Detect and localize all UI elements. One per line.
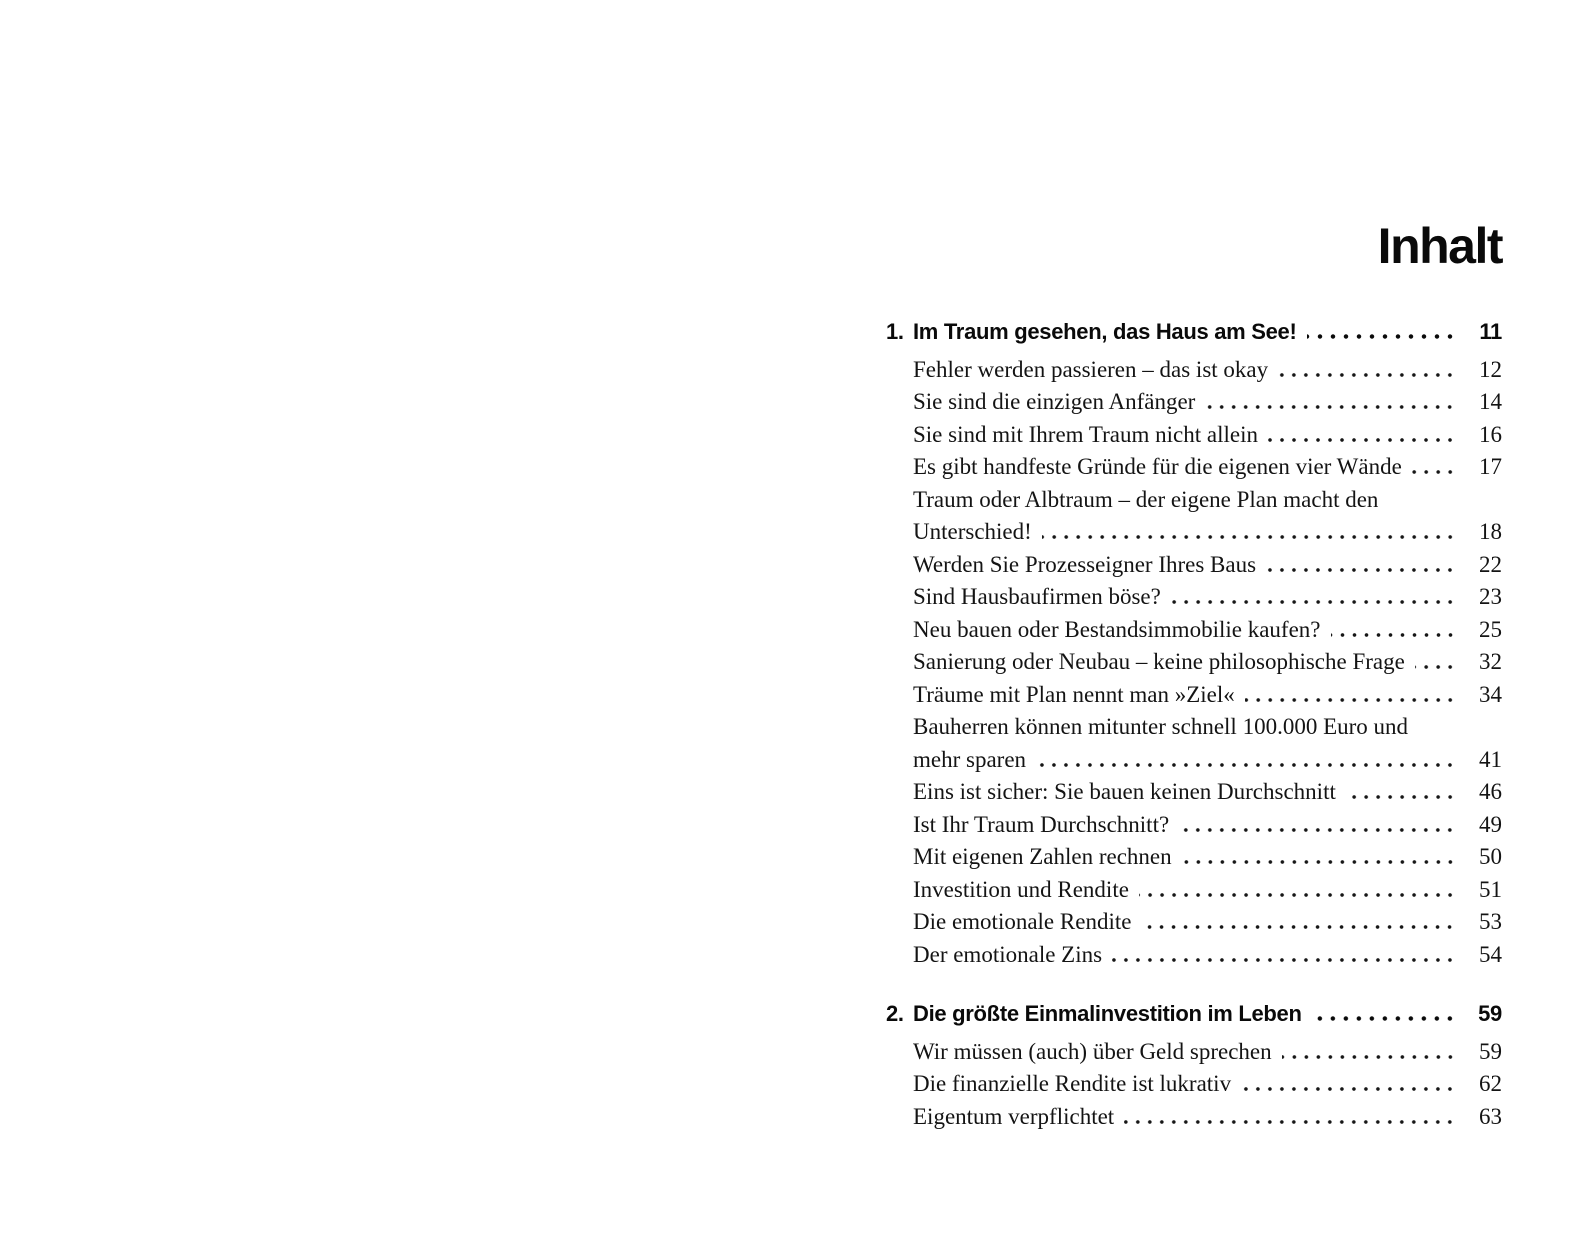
dot-leader bbox=[1036, 763, 1456, 767]
chapter-page-number: 59 bbox=[1478, 1001, 1502, 1026]
chapter-number: 2. bbox=[886, 1001, 904, 1026]
toc-entry bbox=[886, 939, 1502, 972]
toc-entry bbox=[886, 581, 1502, 614]
toc-entry bbox=[886, 419, 1502, 452]
chapter-heading bbox=[886, 316, 1502, 349]
toc-entry-page: 14 bbox=[1479, 389, 1502, 414]
toc-entry-page: 25 bbox=[1479, 616, 1502, 642]
toc-entry-page: 51 bbox=[1479, 876, 1502, 902]
toc-entry-page: 17 bbox=[1479, 454, 1502, 479]
dot-leader bbox=[1278, 373, 1456, 377]
toc-entry-page: 18 bbox=[1479, 519, 1502, 544]
toc-entry bbox=[886, 841, 1502, 874]
toc-content bbox=[886, 220, 1502, 1133]
toc-entry-label: Die finanzielle Rendite ist lukrativ bbox=[913, 1071, 1232, 1096]
toc-entry bbox=[886, 809, 1502, 842]
toc-entry-label: Träume mit Plan nennt man »Ziel« bbox=[913, 681, 1235, 707]
dot-leader bbox=[1415, 665, 1456, 669]
toc-entry-page: 59 bbox=[1479, 1038, 1502, 1064]
toc-entry-page: 34 bbox=[1479, 681, 1502, 707]
dot-leader bbox=[1331, 633, 1457, 637]
toc-entry-label: Werden Sie Prozesseigner Ihres Baus bbox=[913, 551, 1257, 577]
toc-entry-line1 bbox=[886, 484, 1502, 517]
toc-entry-page: 54 bbox=[1479, 941, 1502, 967]
toc-entry-page: 16 bbox=[1479, 421, 1502, 447]
toc-entry bbox=[886, 679, 1502, 712]
dot-leader bbox=[1205, 405, 1456, 409]
dot-leader bbox=[1171, 600, 1456, 604]
dot-leader bbox=[1282, 1055, 1456, 1059]
toc-entry bbox=[886, 646, 1502, 679]
toc-entry-page: 22 bbox=[1479, 551, 1502, 577]
toc-entry-page: 46 bbox=[1479, 779, 1502, 804]
toc-entry-label: Sie sind die einzigen Anfänger bbox=[913, 389, 1196, 414]
toc-entry bbox=[886, 614, 1502, 647]
dot-leader bbox=[1307, 334, 1456, 339]
toc-entry-page: 12 bbox=[1479, 356, 1502, 382]
chapter-title: Die größte Einmalinvestition im Leben bbox=[913, 1001, 1302, 1026]
toc-entry-page: 41 bbox=[1479, 746, 1502, 772]
chapter-title: Im Traum gesehen, das Haus am See! bbox=[913, 319, 1297, 344]
toc-entry-label: Bauherren können mitunter schnell 100.000 Euro und bbox=[913, 714, 1409, 739]
chapter-heading bbox=[886, 998, 1502, 1031]
toc-entry bbox=[886, 776, 1502, 809]
toc-entry bbox=[886, 874, 1502, 907]
toc-entry-label: Wir müssen (auch) über Geld sprechen bbox=[913, 1038, 1272, 1064]
toc-entry bbox=[886, 549, 1502, 582]
dot-leader bbox=[1266, 568, 1456, 572]
dot-leader bbox=[1042, 535, 1456, 539]
toc-entry-label: Mit eigenen Zahlen rechnen bbox=[913, 844, 1172, 869]
toc-section-2 bbox=[886, 998, 1502, 1133]
toc-entry-page: 23 bbox=[1479, 584, 1502, 609]
toc-entry-page: 32 bbox=[1479, 649, 1502, 674]
toc-entry bbox=[886, 451, 1502, 484]
toc-entry bbox=[886, 711, 1502, 776]
toc-entry-label: Sind Hausbaufirmen böse? bbox=[913, 584, 1161, 609]
toc-entry-page: 62 bbox=[1479, 1071, 1502, 1096]
toc-entry bbox=[886, 484, 1502, 549]
toc-entry-label: Ist Ihr Traum Durchschnitt? bbox=[913, 811, 1170, 837]
toc-entry-label: Es gibt handfeste Gründe für die eigenen vier Wände bbox=[913, 454, 1402, 479]
toc-entry bbox=[886, 354, 1502, 387]
dot-leader bbox=[1182, 860, 1456, 864]
toc-entry-label: Sanierung oder Neubau – keine philosophische Frage bbox=[913, 649, 1405, 674]
toc-entry-page: 49 bbox=[1479, 811, 1502, 837]
toc-entry-label: Investition und Rendite bbox=[913, 876, 1129, 902]
toc-entry-label: Traum oder Albtraum – der eigene Plan macht den bbox=[913, 486, 1379, 512]
dot-leader bbox=[1312, 1016, 1456, 1021]
dot-leader bbox=[1141, 925, 1456, 929]
toc-entry bbox=[886, 906, 1502, 939]
dot-leader bbox=[1412, 470, 1456, 474]
dot-leader bbox=[1245, 698, 1456, 702]
chapter-page-number: 11 bbox=[1479, 319, 1502, 344]
toc-entry-label: mehr sparen bbox=[913, 746, 1027, 772]
dot-leader bbox=[1241, 1087, 1456, 1091]
toc-entry-line1 bbox=[886, 711, 1502, 744]
toc-entry-label: Neu bauen oder Bestandsimmobilie kaufen? bbox=[913, 616, 1321, 642]
toc-entry-label: Sie sind mit Ihrem Traum nicht allein bbox=[913, 421, 1258, 447]
toc-entry bbox=[886, 1101, 1502, 1134]
toc-section-1 bbox=[886, 316, 1502, 971]
toc-entry-page: 50 bbox=[1479, 844, 1502, 869]
toc-entry-page: 63 bbox=[1479, 1103, 1502, 1129]
dot-leader bbox=[1268, 438, 1456, 442]
chapter-number: 1. bbox=[886, 319, 904, 344]
toc-entry-label: Der emotionale Zins bbox=[913, 941, 1103, 967]
toc-entry bbox=[886, 1036, 1502, 1069]
toc-entry bbox=[886, 1068, 1502, 1101]
toc-entry-label: Fehler werden passieren – das ist okay bbox=[913, 356, 1269, 382]
toc-entry-line2 bbox=[886, 744, 1502, 777]
toc-entry bbox=[886, 386, 1502, 419]
toc-entry-label: Unterschied! bbox=[913, 519, 1032, 544]
toc-entry-line2 bbox=[886, 516, 1502, 549]
toc-entry-page: 53 bbox=[1479, 909, 1502, 934]
dot-leader bbox=[1346, 795, 1456, 799]
toc-entry-label: Eins ist sicher: Sie bauen keinen Durchschnitt bbox=[913, 779, 1336, 804]
page-title: Inhalt bbox=[1377, 218, 1502, 274]
dot-leader bbox=[1179, 828, 1456, 832]
dot-leader bbox=[1139, 893, 1456, 897]
dot-leader bbox=[1112, 958, 1456, 962]
toc-entry-label: Die emotionale Rendite bbox=[913, 909, 1132, 934]
toc-entry-label: Eigentum verpflichtet bbox=[913, 1103, 1115, 1129]
dot-leader bbox=[1124, 1120, 1456, 1124]
